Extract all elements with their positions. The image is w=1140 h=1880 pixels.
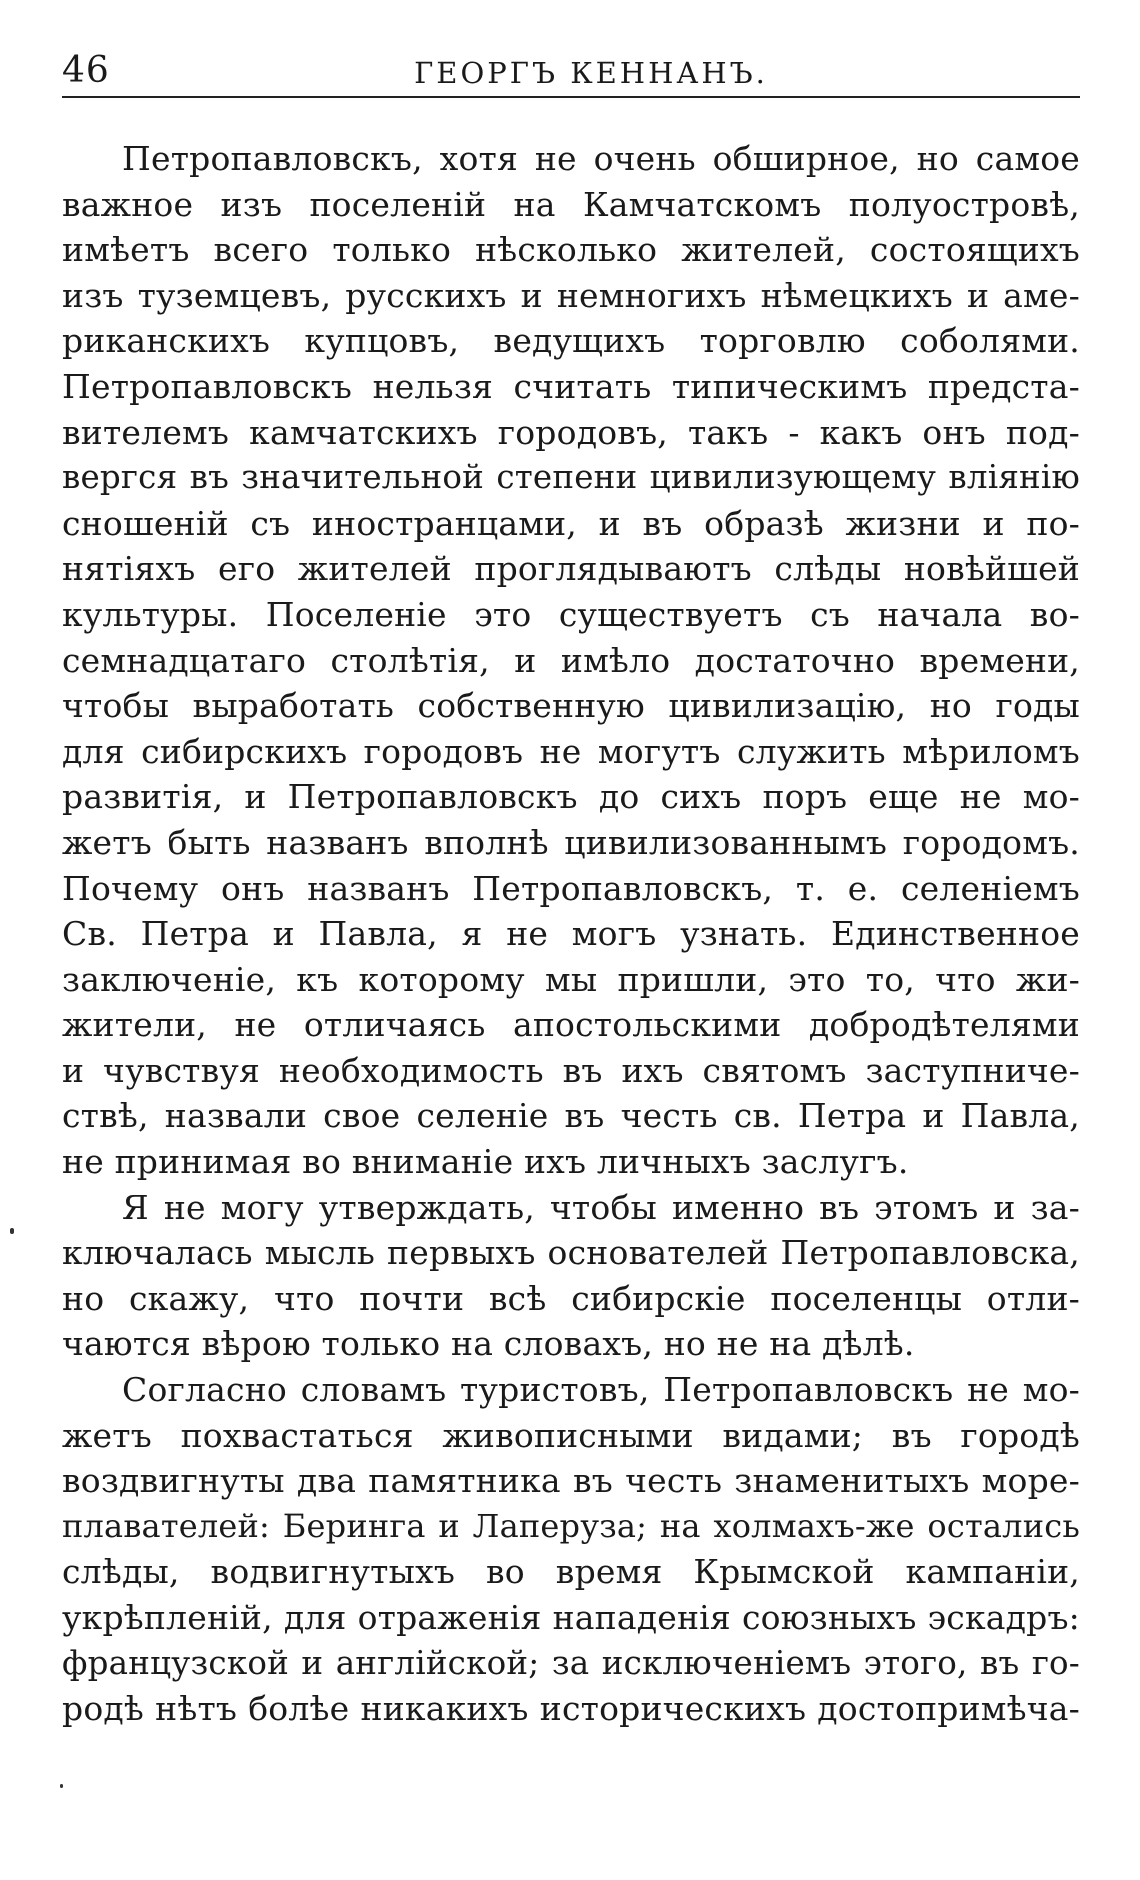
text-line: Согласно словамъ туристовъ, Петропавловскъ не мо- (122, 1370, 1080, 1410)
text-line: вителемъ камчатскихъ городовъ, такъ - какъ онъ под- (62, 412, 1080, 452)
text-line: изъ туземцевъ, русскихъ и немногихъ нѣмецкихъ и аме- (62, 275, 1080, 315)
text-line: чтобы выработать собственную цивилизацію, но годы (62, 686, 1080, 726)
text-line: культуры. Поселеніе это существуетъ съ начала во- (62, 594, 1080, 634)
text-line: и чувствуя необходимость въ ихъ святомъ заступниче- (62, 1050, 1080, 1090)
text-line: семнадцатаго столѣтія, и имѣло достаточно времени, (62, 640, 1080, 680)
text-line: Петропавловскъ, хотя не очень обширное, но самое (122, 139, 1080, 178)
print-speck (60, 1784, 63, 1788)
text-line: укрѣпленій, для отраженія нападенія союзныхъ эскадръ: (62, 1598, 1080, 1637)
text-line: родѣ нѣтъ болѣе никакихъ историческихъ достопримѣча- (62, 1689, 1080, 1729)
text-line: жетъ быть названъ вполнѣ цивилизованнымъ городомъ. (62, 822, 1080, 862)
text-line: сношеній съ иностранцами, и въ образѣ жизни и по- (62, 503, 1080, 543)
text-line: слѣды, водвигнутыхъ во время Крымской кампаніи, (62, 1552, 1080, 1592)
header-rule (62, 96, 1080, 98)
running-head (62, 46, 1080, 96)
text-line: риканскихъ купцовъ, ведущихъ торговлю соболями. (62, 321, 1080, 361)
text-line: не принимая во вниманіе ихъ личныхъ заслугъ. (62, 1142, 909, 1182)
page-number: 46 (62, 50, 110, 91)
text-line: для сибирскихъ городовъ не могутъ служить мѣриломъ (62, 731, 1080, 771)
text-line: Почему онъ названъ Петропавловскъ, т. е. селеніемъ (62, 868, 1080, 908)
text-line: важное изъ поселеній на Камчатскомъ полуостровѣ, (62, 184, 1080, 224)
text-line: плавателей: Беринга и Лаперуза; на холмахъ-же остались (62, 1506, 1080, 1545)
text-line: ствѣ, назвали свое селеніе въ честь св. Петра и Павла, (62, 1096, 1080, 1136)
text-line: жетъ похвастаться живописными видами; въ городѣ (62, 1415, 1080, 1455)
text-line: вергся въ значительной степени цивилизующему вліянію (62, 458, 1080, 497)
text-line: Петропавловскъ нельзя считать типическимъ предста- (62, 366, 1080, 406)
text-line: жители, не отличаясь апостольскими добродѣтелями (62, 1005, 1080, 1045)
text-line: Я не могу утверждать, чтобы именно въ этомъ и за- (122, 1187, 1080, 1227)
text-line: развитія, и Петропавловскъ до сихъ поръ еще не мо- (62, 777, 1080, 817)
text-line: воздвигнуты два памятника въ честь знаменитыхъ море- (62, 1461, 1080, 1501)
print-speck (10, 1228, 14, 1234)
text-line: нятіяхъ его жителей проглядываютъ слѣды новѣйшей (62, 549, 1080, 589)
text-line: имѣетъ всего только нѣсколько жителей, состоящихъ (62, 230, 1080, 270)
text-line: но скажу, что почти всѣ сибирскіе поселенцы отли- (62, 1278, 1080, 1318)
running-title: ГЕОРГЪ КЕННАНЪ. (414, 56, 768, 90)
text-line: чаются вѣрою только на словахъ, но не на дѣлѣ. (62, 1324, 915, 1364)
text-line: Св. Петра и Павла, я не могъ узнать. Единственное (62, 914, 1080, 954)
text-line: ключалась мысль первыхъ основателей Петропавловска, (62, 1233, 1080, 1273)
text-line: французской и англійской; за исключеніемъ этого, въ го- (62, 1643, 1080, 1682)
body-text (62, 136, 1080, 1732)
text-line: заключеніе, къ которому мы пришли, это то, что жи- (62, 959, 1080, 999)
